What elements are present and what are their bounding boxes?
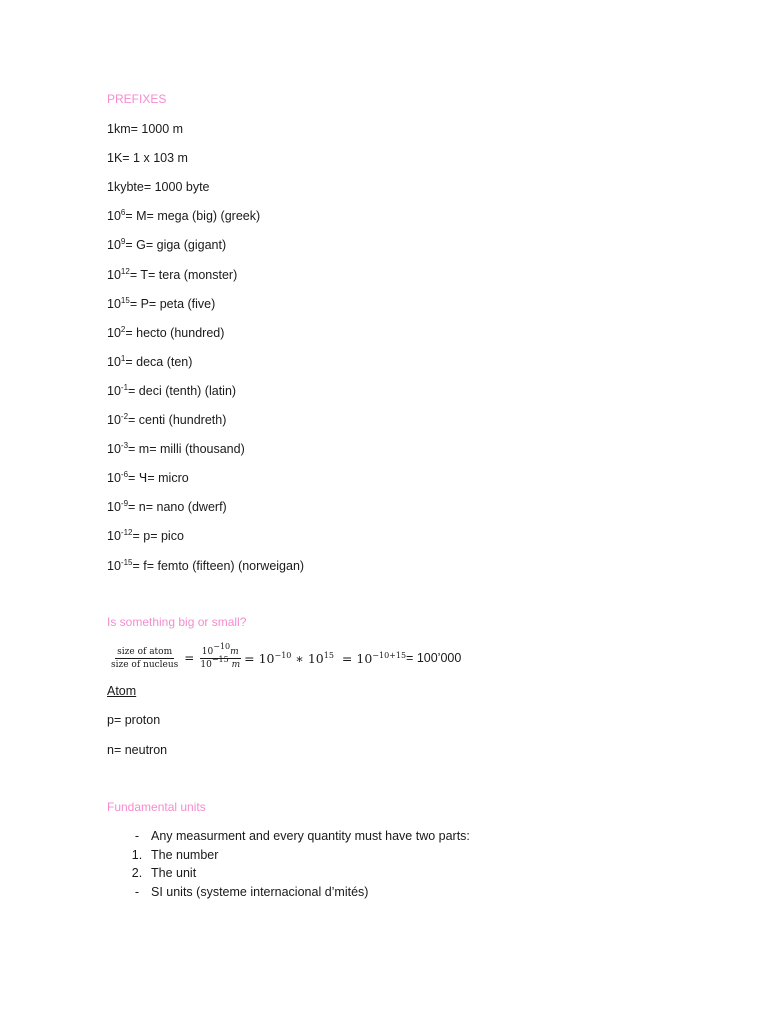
prefix-line: $10^{15}= P=$ peta (five) [107, 295, 216, 311]
prefix-line: $10^{-3}= m=$ milli (thousand) [107, 441, 245, 457]
equation-result: = 100’000 [406, 651, 462, 665]
fraction-numerator: $10^{-10}m$ [201, 641, 239, 657]
fraction-denominator: size of nucleus [111, 659, 179, 670]
fraction-denominator: $10^{-15}$ m [200, 654, 241, 670]
prefix-line: $10^1=$ deca (ten) [107, 353, 193, 369]
equals-sign: = [184, 651, 195, 665]
list-text: The unit [151, 866, 197, 880]
prefix-line: 1kybte= 1000 byte [107, 180, 210, 195]
prefix-line: $10^{-15}= f=$ femto (fifteen) (norweigan) [107, 557, 305, 573]
list-marker: 1. [131, 847, 143, 862]
list-text: Any measurment and every quantity must have two parts: [151, 829, 470, 843]
fraction-powers [198, 641, 242, 670]
heading-fundamental-units: Fundamental units [107, 800, 206, 814]
prefix-line: 1K= 1 x 103 m [107, 151, 188, 166]
list-marker: 2. [131, 866, 143, 880]
prefix-line: $10^{-2}=$ centi (hundreth) [107, 412, 227, 427]
equation-rhs: = $10^{-10}$ ∗ $10^{15} = 10^{-10+15}$ [244, 650, 407, 666]
atom-title: Atom [107, 684, 137, 698]
prefix-line: 1km= 1000 m [107, 122, 184, 136]
prefix-line: $10^{-12}= p=$ pico [107, 528, 184, 544]
fraction-numerator: size of atom [117, 646, 173, 657]
list-text: The number [151, 847, 219, 862]
heading-prefixes: PREFIXES [107, 92, 167, 106]
atom-neutron: n= neutron [107, 743, 168, 757]
list-text: SI units (systeme internacional d’mités) [151, 884, 369, 899]
prefix-line: $10^{-1}=$ deci (tenth) (latin) [107, 382, 237, 398]
prefix-line: $10^2=$ hecto (hundred) [107, 324, 225, 340]
ratio-equation [107, 643, 461, 673]
prefix-line: $10^{12}= T=$ tera (monster) [107, 266, 238, 282]
list-marker: - [134, 884, 140, 899]
prefix-line: $10^9= G=$ giga (gigant) [107, 237, 227, 253]
heading-big-or-small: Is something big or small? [107, 615, 247, 629]
list-marker: - [134, 829, 140, 843]
fraction-atom-nucleus [109, 647, 180, 670]
prefix-line: $10^{-6}=$ Ɥ= micro [107, 470, 189, 486]
prefix-line: $10^{-9}= n=$ nano (dwerf) [107, 499, 227, 515]
prefix-line: $10^6= M=$ mega (big) (greek) [107, 208, 261, 224]
atom-proton: p= proton [107, 713, 161, 727]
